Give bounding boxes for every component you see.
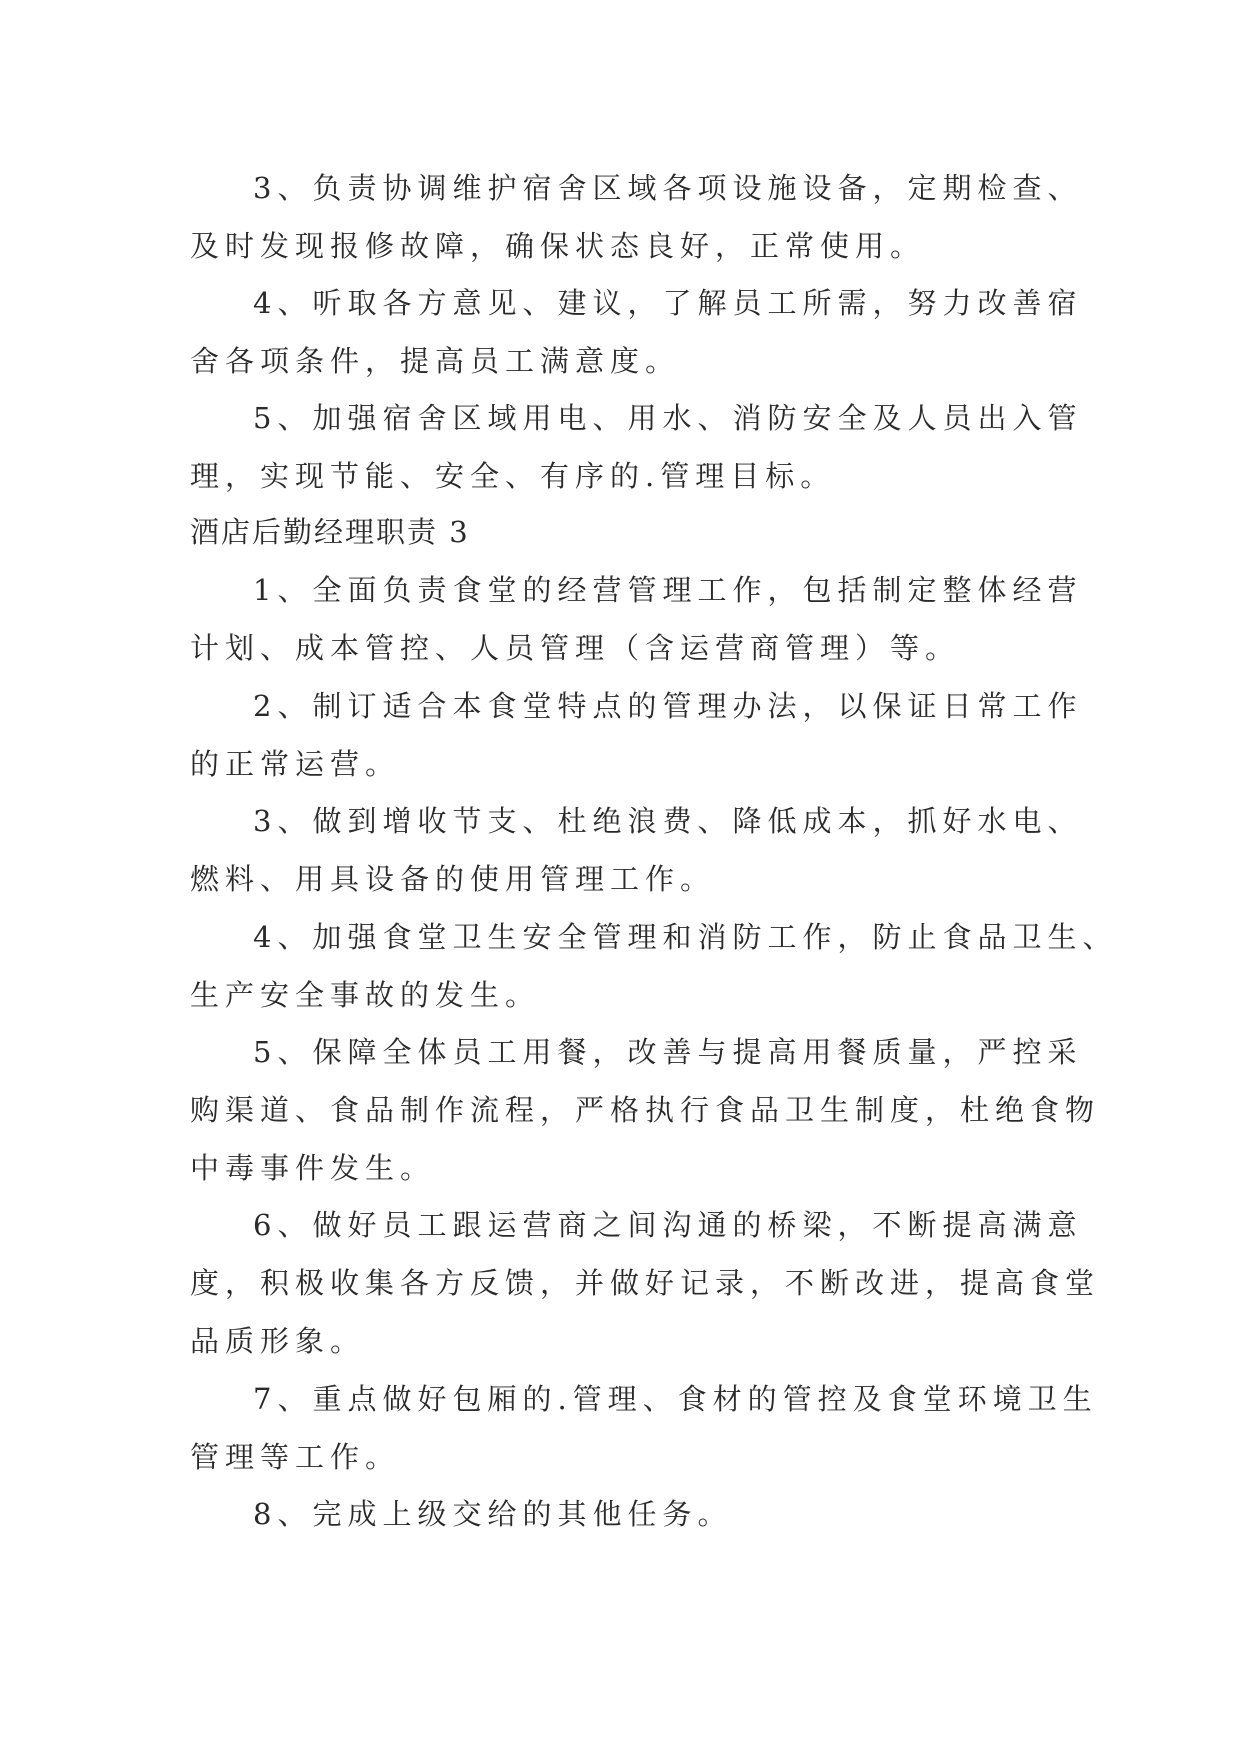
paragraph-line: 燃料、用具设备的使用管理工作。 — [190, 862, 716, 896]
paragraph-line: 3、做到增收节支、杜绝浪费、降低成本，抓好水电、 — [253, 804, 1083, 838]
paragraph-line: 理，实现节能、安全、有序的.管理目标。 — [190, 459, 836, 493]
paragraph-line: 的正常运营。 — [190, 747, 401, 781]
paragraph-line: 购渠道、食品制作流程，严格执行食品卫生制度，杜绝食物 — [190, 1093, 1101, 1127]
paragraph-line: 3、负责协调维护宿舍区域各项设施设备，定期检查、 — [253, 171, 1083, 205]
paragraph-line: 4、加强食堂卫生安全管理和消防工作，防止食品卫生、 — [253, 920, 1118, 954]
paragraph-line: 1、全面负责食堂的经营管理工作，包括制定整体经营 — [253, 573, 1083, 607]
paragraph-line: 4、听取各方意见、建议，了解员工所需，努力改善宿 — [253, 286, 1083, 320]
paragraph-line: 中毒事件发生。 — [190, 1151, 436, 1185]
paragraph-line: 8、完成上级交给的其他任务。 — [253, 1497, 733, 1531]
paragraph-line: 生产安全事故的发生。 — [190, 978, 541, 1012]
section-heading: 酒店后勤经理职责 3 — [190, 515, 470, 549]
paragraph-line: 7、重点做好包厢的.管理、食材的管控及食堂环境卫生 — [253, 1382, 1098, 1416]
paragraph-line: 及时发现报修故障，确保状态良好，正常使用。 — [190, 229, 926, 263]
paragraph-line: 2、制订适合本食堂特点的管理办法，以保证日常工作 — [253, 689, 1083, 723]
paragraph-line: 管理等工作。 — [190, 1440, 401, 1474]
paragraph-line: 品质形象。 — [190, 1324, 366, 1358]
paragraph-line: 5、保障全体员工用餐，改善与提高用餐质量，严控采 — [253, 1035, 1083, 1069]
paragraph-line: 6、做好员工跟运营商之间沟通的桥梁，不断提高满意 — [253, 1208, 1083, 1242]
paragraph-line: 舍各项条件，提高员工满意度。 — [190, 344, 681, 378]
paragraph-line: 5、加强宿舍区域用电、用水、消防安全及人员出入管 — [253, 401, 1083, 435]
paragraph-line: 度，积极收集各方反馈，并做好记录，不断改进，提高食堂 — [190, 1266, 1101, 1300]
paragraph-line: 计划、成本管控、人员管理（含运营商管理）等。 — [190, 631, 961, 665]
